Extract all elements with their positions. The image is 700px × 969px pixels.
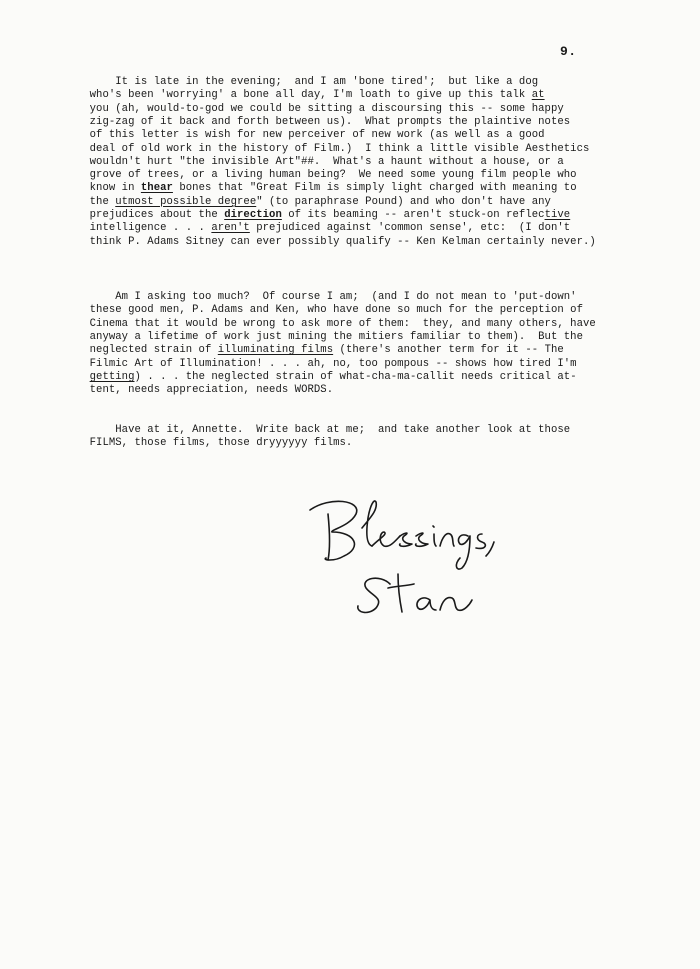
text-run: tent, needs appreciation, needs WORDS. <box>64 384 334 397</box>
text-line <box>64 196 551 209</box>
text-line <box>64 156 564 169</box>
text-line <box>64 182 577 195</box>
text-line <box>64 222 570 235</box>
underlined-text: illuminating films <box>217 344 334 357</box>
text-line <box>64 318 596 331</box>
text-run: zig-zag of it back and forth between us). What prompts the plaintive notes <box>64 115 571 128</box>
text-run: grove of trees, or a living human being? We need some young film people who <box>64 169 577 182</box>
text-run: bones that "Great Film is simply light charged with meaning to <box>172 182 577 195</box>
text-run: the <box>64 195 116 208</box>
text-line <box>64 143 589 156</box>
handwritten-signature <box>300 488 600 638</box>
underlined-text: aren't <box>211 222 250 235</box>
text-run: FILMS, those films, those dryyyyyy films. <box>64 437 353 450</box>
text-run: anyway a lifetime of work just mining the mitiers familiar to them). But the <box>64 330 583 343</box>
text-line <box>64 304 583 317</box>
text-run: intelligence . . . <box>64 222 212 235</box>
text-line <box>64 371 577 384</box>
text-line <box>64 129 545 142</box>
text-line <box>64 209 570 222</box>
text-line <box>64 437 352 450</box>
text-run: neglected strain of <box>64 344 218 357</box>
text-run: of its beaming -- aren't stuck-on reflec <box>281 209 545 221</box>
text-run: deal of old work in the history of Film.) I think a little visible Aesthetics <box>64 142 590 155</box>
page-number: 9. <box>560 44 577 59</box>
text-line <box>64 384 333 397</box>
text-line <box>64 116 570 129</box>
text-run: of this letter is wish for new perceiver of new work (as well as a good <box>64 129 545 142</box>
underlined-text: at <box>531 89 545 102</box>
text-run: you (ah, would-to-god we could be sitting a discoursing this -- some happy <box>64 102 564 115</box>
text-line <box>64 358 577 371</box>
text-run: Am I asking too much? Of course I am; (and I do not mean to 'put-down' <box>64 291 577 303</box>
text-run: prejudices about the <box>64 209 225 221</box>
text-run: It is late in the evening; and I am 'bone tired'; but like a dog <box>64 76 539 88</box>
text-line <box>64 424 570 437</box>
text-line <box>64 89 545 102</box>
text-line <box>64 169 577 182</box>
underlined-text: utmost possible degree <box>115 195 257 208</box>
text-run: think P. Adams Sitney can ever possibly qualify -- Ken Kelman certainly never.) <box>64 235 596 248</box>
text-run: prejudiced against 'common sense', etc: (I don't <box>249 222 571 235</box>
text-run: these good men, P. Adams and Ken, who have done so much for the perception of <box>64 304 583 317</box>
underlined-text: direction <box>224 209 282 221</box>
text-line <box>64 103 564 116</box>
underlined-text: getting <box>89 370 135 383</box>
text-run: Have at it, Annette. Write back at me; and take another look at those <box>64 424 571 436</box>
text-line <box>64 76 538 89</box>
text-line <box>64 236 596 249</box>
text-run: Cinema that it would be wrong to ask more of them: they, and many others, have <box>64 317 596 330</box>
text-run: ) . . . the neglected strain of what-cha-ma-callit needs critical at- <box>134 370 577 383</box>
text-run: know in <box>64 182 141 195</box>
text-run: (there's another term for it -- The <box>333 344 564 357</box>
text-line <box>64 344 564 357</box>
text-run: Filmic Art of Illumination! . . . ah, no, too pompous -- shows how tired I'm <box>64 357 577 370</box>
underlined-text: tive <box>544 209 571 221</box>
text-run <box>64 371 90 383</box>
underlined-text: thear <box>140 182 173 195</box>
text-run: who's been 'worrying' a bone all day, I'm loath to give up this talk <box>64 89 532 102</box>
text-run: " (to paraphrase Pound) and who don't have any <box>256 195 551 208</box>
text-run: wouldn't hurt "the invisible Art"##. What's a haunt without a house, or a <box>64 155 564 168</box>
text-line <box>64 331 583 344</box>
text-line <box>64 291 577 304</box>
